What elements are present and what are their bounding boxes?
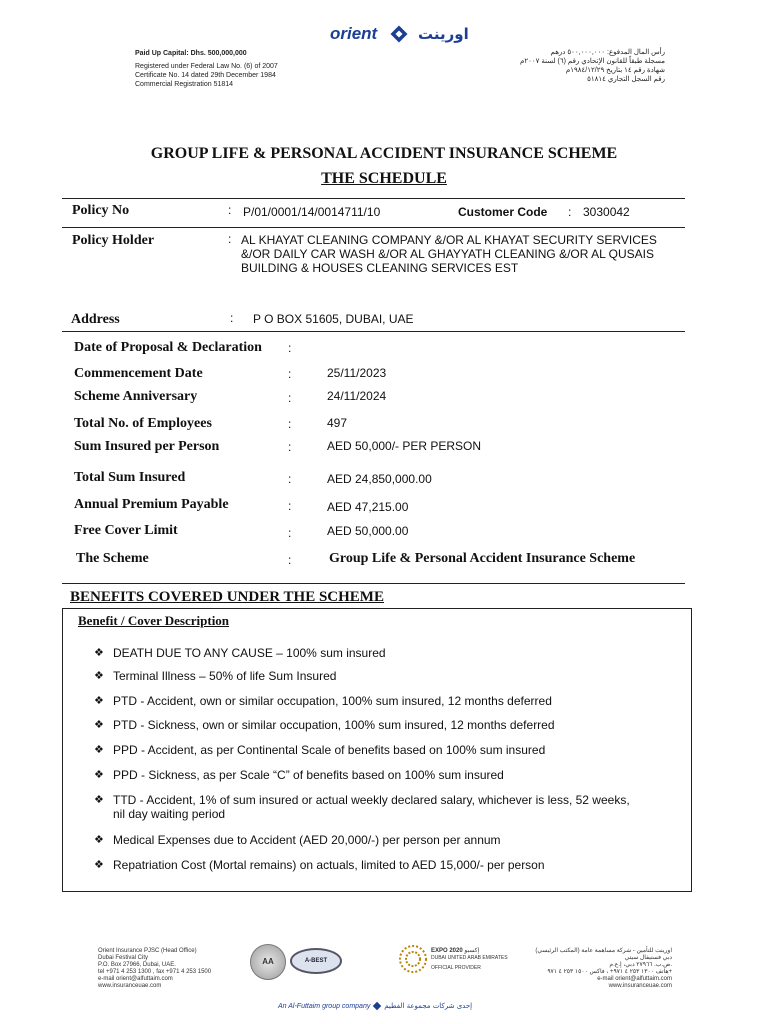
benefit-text: PPD - Sickness, as per Scale “C” of benefits based on 100% sum insured (113, 768, 504, 782)
expo-logo-icon (398, 944, 428, 974)
footer-line: Orient Insurance PJSC (Head Office) (98, 948, 197, 954)
footer-line: e-mail orient@alfuttaim.com (597, 976, 672, 982)
footer-line: www.insuranceuae.com (608, 983, 672, 989)
benefit-text: Repatriation Cost (Mortal remains) on actuals, limited to AED 15,000/- per person (113, 858, 545, 872)
footer-line: اورينت للتأمين - شركة مساهمة عامة (المكتب الرئيسي) (535, 948, 672, 954)
header-registration-info (135, 49, 278, 89)
address-label: Address (71, 312, 120, 327)
document-subtitle: THE SCHEDULE (321, 170, 447, 187)
logo-english: orient (330, 24, 378, 43)
colon: : (288, 440, 292, 454)
holder-line: &/OR DAILY CAR WASH &/OR AL GHAYYATH CLEANING &/OR AL QUSAIS (241, 247, 654, 261)
rating-badge-text: AA (262, 957, 274, 966)
benefit-text: DEATH DUE TO ANY CAUSE – 100% sum insured (113, 646, 386, 660)
colon: : (288, 499, 292, 513)
customer-code-label: Customer Code (458, 205, 548, 219)
benefit-text: PPD - Accident, as per Continental Scale of benefits based on 100% sum insured (113, 743, 546, 757)
group-tagline-english: An Al-Futtaim group company (278, 1002, 371, 1010)
benefit-text: TTD - Accident, 1% of sum insured or actual weekly declared salary, whichever is less, 52 weeks, nil day waiting period (113, 793, 630, 821)
footer-line: e-mail orient@alfuttaim.com (98, 976, 173, 982)
schedule-value: Group Life & Personal Accident Insurance Scheme (329, 551, 636, 566)
expo-label: EXPO 2020 (431, 948, 463, 954)
benefits-heading: BENEFITS COVERED UNDER THE SCHEME (70, 589, 384, 605)
schedule-value: 497 (327, 416, 348, 430)
rating-badge-aa (250, 944, 286, 980)
footer-line: Dubai Festival City (98, 955, 149, 961)
diamond-bullet-icon: ❖ (94, 769, 104, 781)
schedule-label: Annual Premium Payable (74, 497, 229, 512)
schedule-label: Commencement Date (74, 366, 203, 381)
holder-line: AL KHAYAT CLEANING COMPANY &/OR AL KHAYAT SECURITY SERVICES (241, 233, 657, 247)
policy-no-label: Policy No (72, 203, 130, 218)
diamond-bullet-icon: ❖ (94, 794, 104, 806)
divider (62, 331, 685, 332)
diamond-logo-icon (372, 1001, 382, 1011)
colon: : (288, 341, 292, 355)
colon: : (288, 417, 292, 431)
expo-sub: DUBAI UNITED ARAB EMIRATES (431, 955, 508, 961)
diamond-bullet-icon: ❖ (94, 859, 104, 871)
logo-arabic: اورينت (418, 25, 469, 43)
certificate-line: Certificate No. 14 dated 29th December 1984 (135, 72, 276, 79)
diamond-logo-icon (388, 23, 410, 45)
footer-line: P.O. Box 27966, Dubai, UAE. (98, 962, 176, 968)
schedule-value: AED 47,215.00 (327, 500, 409, 514)
colon: : (288, 391, 292, 405)
footer-line: هاتف ١٣٠٠ ٢٥٣ ٤ ٩٧١+ ، فاكس ١٥٠٠ ٢٥٣ ٤ ٩٧١+ (547, 969, 672, 975)
footer-line: www.insuranceuae.com (98, 983, 162, 989)
arabic-capital-line: رأس المال المدفوع: ٥٠٠,٠٠٠,٠٠٠ درهم (550, 49, 665, 56)
benefits-subheading: Benefit / Cover Description (78, 613, 230, 628)
divider (62, 583, 685, 584)
diamond-bullet-icon: ❖ (94, 744, 104, 756)
schedule-label: The Scheme (76, 551, 149, 566)
diamond-bullet-icon: ❖ (94, 647, 104, 659)
colon: : (228, 203, 232, 217)
schedule-label: Sum Insured per Person (74, 439, 220, 454)
schedule-value: AED 24,850,000.00 (327, 472, 432, 486)
diamond-bullet-icon: ❖ (94, 834, 104, 846)
arabic-commercial-line: رقم السجل التجاري ٥١٨١٤ (587, 76, 665, 83)
diamond-bullet-icon: ❖ (94, 670, 104, 682)
document-title: GROUP LIFE & PERSONAL ACCIDENT INSURANCE SCHEME (150, 145, 618, 162)
diamond-bullet-icon: ❖ (94, 695, 104, 707)
group-tagline-arabic: إحدى شركات مجموعة الفطيم (384, 1001, 473, 1010)
benefit-text: Medical Expenses due to Accident (AED 20,000/-) per person per annum (113, 833, 501, 847)
arabic-certificate-line: شهادة رقم ١٤ بتاريخ ١٩٨٤/١٢/٢٩م (565, 67, 665, 74)
schedule-value: AED 50,000.00 (327, 524, 409, 538)
benefit-text: PTD - Sickness, own or similar occupation, 100% sum insured, 12 months deferred (113, 718, 555, 732)
footer-contact-arabic (490, 948, 672, 990)
schedule-label: Scheme Anniversary (74, 389, 198, 404)
schedule-value: AED 50,000/- PER PERSON (327, 439, 482, 453)
colon: : (228, 232, 232, 246)
schedule-value: 24/11/2024 (327, 389, 387, 403)
address-value: P O BOX 51605, DUBAI, UAE (253, 312, 414, 326)
colon: : (288, 367, 292, 381)
colon: : (568, 205, 572, 219)
colon: : (288, 472, 292, 486)
diamond-bullet-icon: ❖ (94, 719, 104, 731)
policy-holder-value (241, 233, 657, 275)
arabic-registration-line: مسجلة طبقاً للقانون الإتحادي رقم (٦) لسنة ٢٠٠٧م (520, 58, 665, 65)
schedule-label: Total No. of Employees (74, 416, 212, 431)
benefit-text: Terminal Illness – 50% of life Sum Insured (113, 669, 337, 683)
policy-no-value: P/01/0001/14/0014711/10 (243, 205, 381, 219)
policy-holder-label: Policy Holder (72, 233, 155, 248)
benefit-text: PTD - Accident, own or similar occupation, 100% sum insured, 12 months deferred (113, 694, 552, 708)
divider (62, 227, 685, 228)
colon: : (288, 526, 292, 540)
expo-note: OFFICIAL PROVIDER (431, 965, 481, 971)
registration-line: Registered under Federal Law No. (6) of 2007 (135, 63, 278, 70)
colon: : (288, 553, 292, 567)
schedule-value: 25/11/2023 (327, 366, 387, 380)
paid-up-capital: Paid Up Capital: Dhs. 500,000,000 (135, 50, 247, 57)
company-logo (330, 24, 480, 46)
divider-top (62, 198, 685, 199)
schedule-label: Free Cover Limit (74, 523, 178, 538)
header-registration-info-arabic (460, 48, 665, 84)
footer-line: دبي فستيفال سيتي (624, 955, 672, 961)
commercial-registration-line: Commercial Registration 51814 (135, 81, 234, 88)
footer-line: ص.ب. ٢٧٩٦٦ دبي، إ.ع.م. (609, 962, 672, 968)
rating-badge-ambest (290, 948, 342, 974)
group-tagline (278, 1001, 472, 1011)
expo-label-arabic: إكسبو (464, 948, 480, 954)
rating-badge-text: A-BEST (304, 958, 328, 964)
holder-line: BUILDING & HOUSES CLEANING SERVICES EST (241, 261, 519, 275)
footer-contact (98, 948, 211, 990)
colon: : (230, 311, 234, 325)
customer-code-value: 3030042 (583, 205, 630, 219)
footer-line: tel +971 4 253 1300 , fax +971 4 253 1500 (98, 969, 212, 975)
schedule-label: Total Sum Insured (74, 470, 186, 485)
schedule-label: Date of Proposal & Declaration (74, 340, 262, 355)
